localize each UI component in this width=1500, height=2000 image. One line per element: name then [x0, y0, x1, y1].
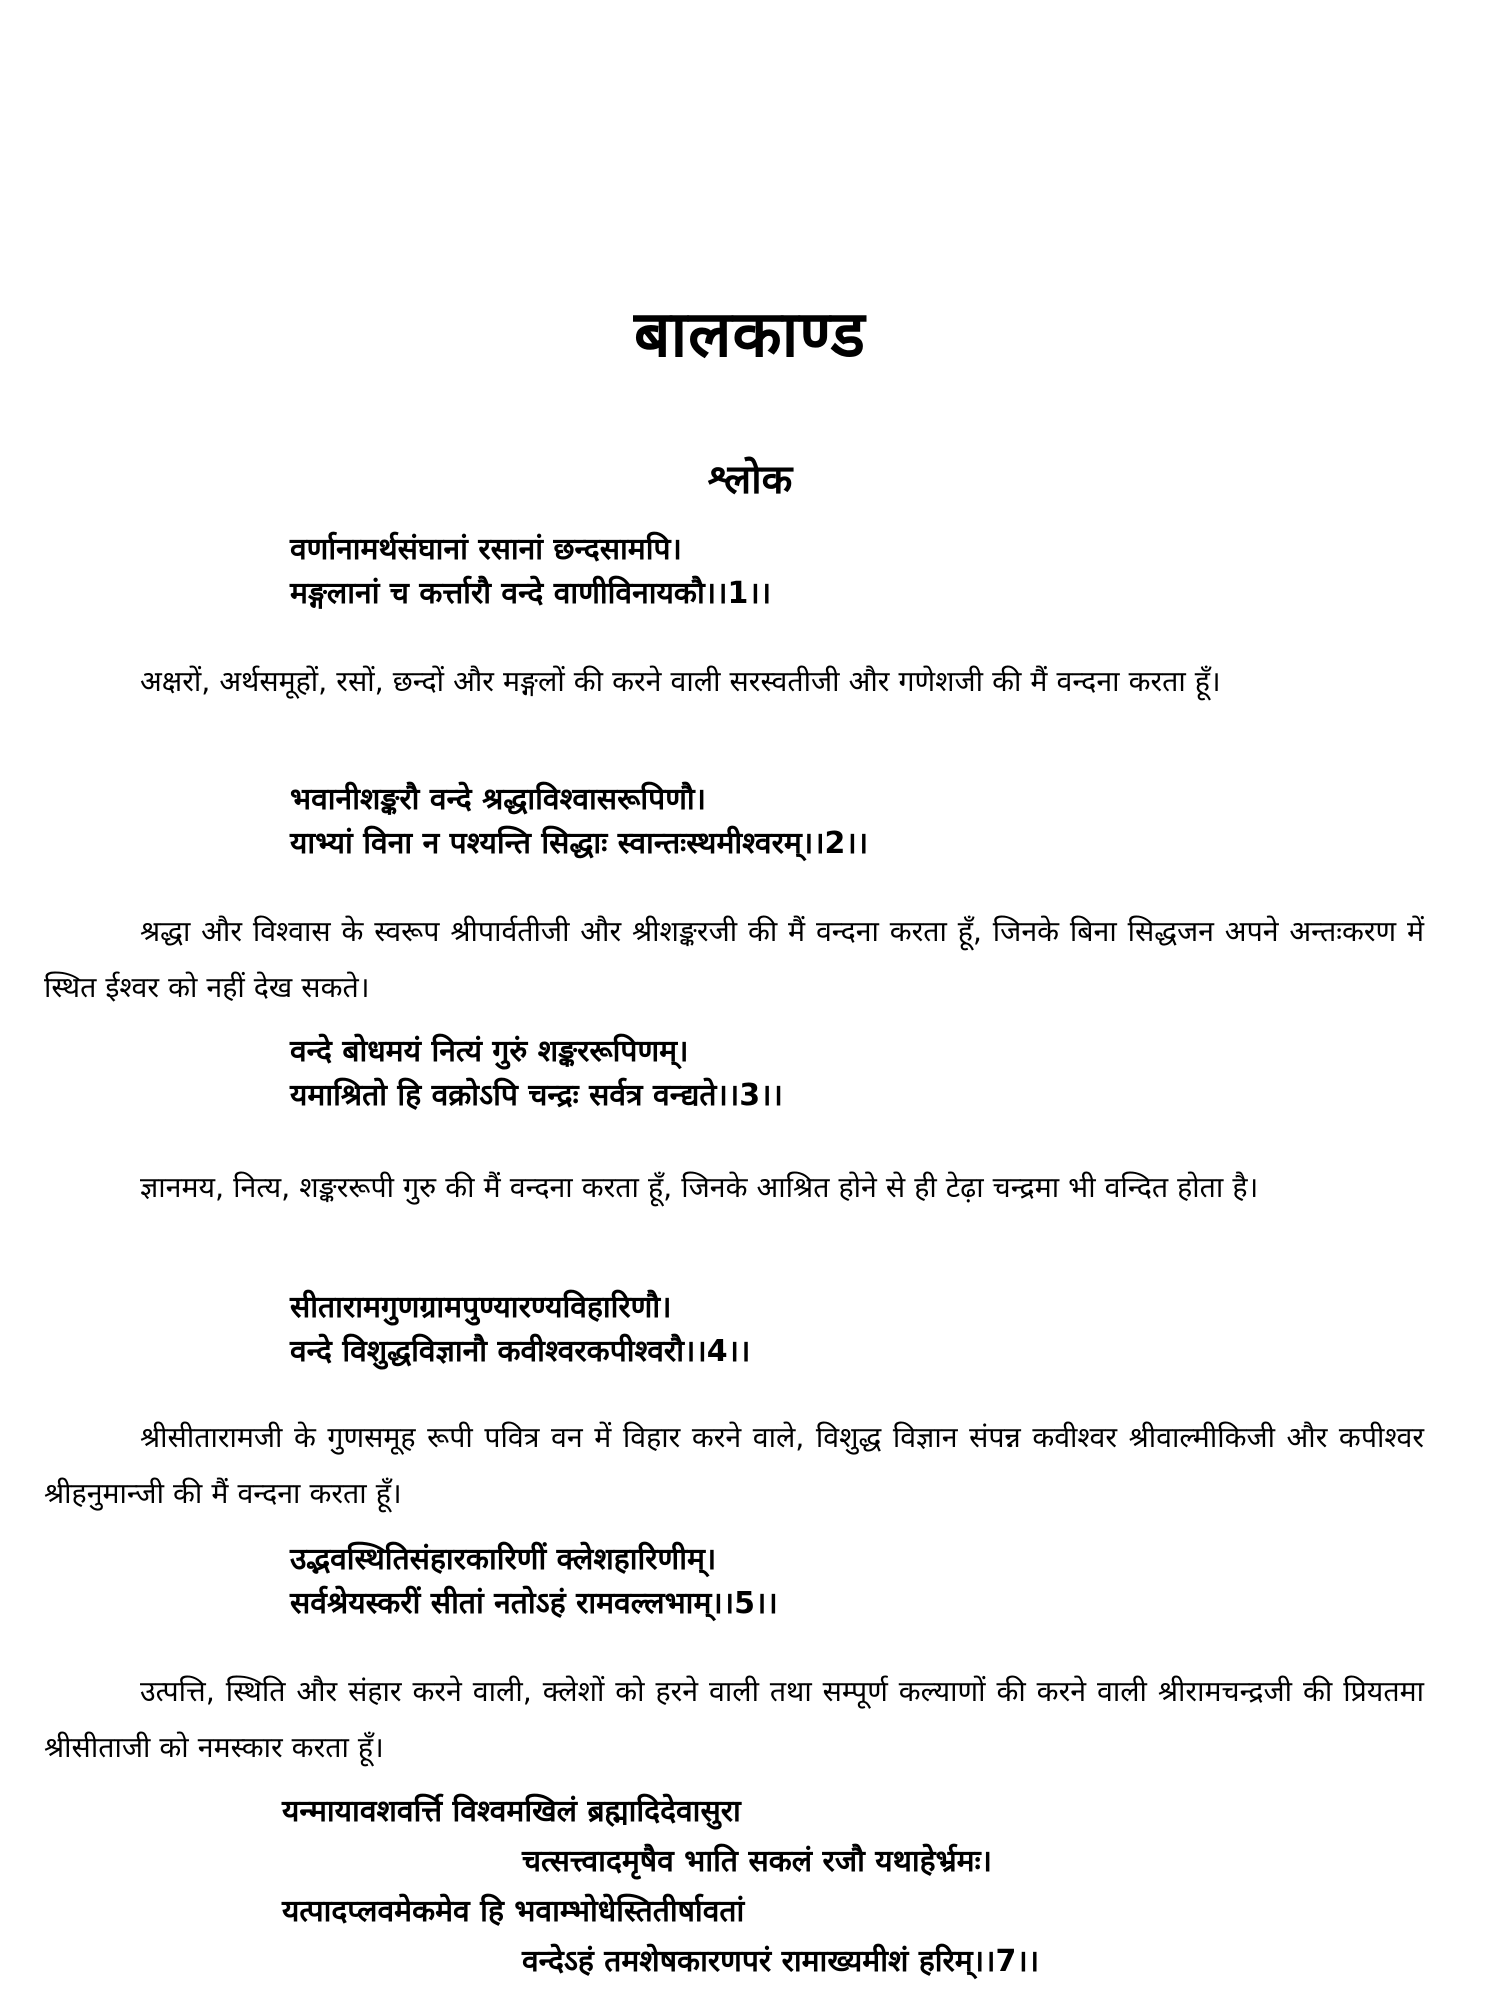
verse-4-meaning: श्रीसीतारामजी के गुणसमूह रूपी पवित्र वन में विहार करने वाले, विशुद्ध विज्ञान संपन्न कवीश्वर श्रीवाल्मीकिजी और कपीश्वर श्रीहनुमान्जी की मैं वन्दना करता हूँ। — [44, 1421, 1424, 1510]
page-title: बालकाण्ड — [634, 298, 866, 372]
verse-line: भवानीशङ्करौ वन्दे श्रद्धाविश्वासरूपिणौ। — [290, 782, 707, 817]
verse-4 — [290, 1286, 750, 1374]
verse-line: यमाश्रितो हि वक्रोऽपि चन्द्रः सर्वत्र वन्द्यते।।3।। — [290, 1078, 783, 1113]
verse-line: वन्दे बोधमयं नित्यं गुरुं शङ्कररूपिणम्। — [290, 1034, 689, 1069]
verse-1-meaning: अक्षरों, अर्थसमूहों, रसों, छन्दों और मङ्गलों की करने वाली सरस्वतीजी और गणेशजी की मैं वन्दना करता हूँ। — [140, 665, 1221, 698]
verse-line: उद्भवस्थितिसंहारकारिणीं क्लेशहारिणीम्। — [290, 1542, 717, 1577]
verse-5-meaning: उत्पत्ति, स्थिति और संहार करने वाली, क्लेशों को हरने वाली तथा सम्पूर्ण कल्याणों की करने वाली श्रीरामचन्द्रजी की प्रियतमा श्रीसीताजी को नमस्कार करता हूँ। — [44, 1675, 1424, 1764]
verse-2-meaning: श्रद्धा और विश्वास के स्वरूप श्रीपार्वतीजी और श्रीशङ्करजी की मैं वन्दना करता हूँ, जिनके बिना सिद्धजन अपने अन्तःकरण में स्थित ईश्वर को नहीं देख सकते। — [44, 915, 1424, 1004]
section-heading: श्लोक — [707, 457, 793, 503]
verse-line: मङ्गलानां च कर्त्तारौ वन्दे वाणीविनायकौ।।1।। — [290, 576, 772, 611]
verse-5 — [290, 1538, 778, 1626]
verse-line: सर्वश्रेयस्करीं सीतां नतोऽहं रामवल्लभाम्।।5।। — [290, 1586, 778, 1621]
verse-line: वन्दे विशुद्धविज्ञानौ कवीश्वरकपीश्वरौ।।4।। — [290, 1334, 751, 1369]
verse-2 — [290, 778, 868, 866]
verse-line: सीतारामगुणग्रामपुण्यारण्यविहारिणौ। — [290, 1290, 672, 1325]
verse-3 — [290, 1030, 783, 1118]
verse-7-line-3: यत्पादप्लवमेकमेव हि भवाम्भोधेस्तितीर्षावतां — [282, 1894, 745, 1929]
verse-7-line-4: वन्देऽहं तमशेषकारणपरं रामाख्यमीशं हरिम्।।7।। — [522, 1944, 1040, 1979]
verse-line: याभ्यां विना न पश्यन्ति सिद्धाः स्वान्तःस्थमीश्वरम्।।2।। — [290, 826, 869, 861]
verse-line: वर्णानामर्थसंघानां रसानां छन्दसामपि। — [290, 532, 682, 567]
verse-3-meaning: ज्ञानमय, नित्य, शङ्कररूपी गुरु की मैं वन्दना करता हूँ, जिनके आश्रित होने से ही टेढ़ा चन्द्रमा भी वन्दित होता है। — [140, 1171, 1259, 1204]
verse-7-line-2: चत्सत्त्वादमृषैव भाति सकलं रजौ यथाहेर्भ्रमः। — [522, 1844, 993, 1879]
verse-7-line-1: यन्मायावशवर्त्ति विश्वमखिलं ब्रह्मादिदेवासुरा — [282, 1794, 741, 1829]
verse-1 — [290, 528, 771, 616]
